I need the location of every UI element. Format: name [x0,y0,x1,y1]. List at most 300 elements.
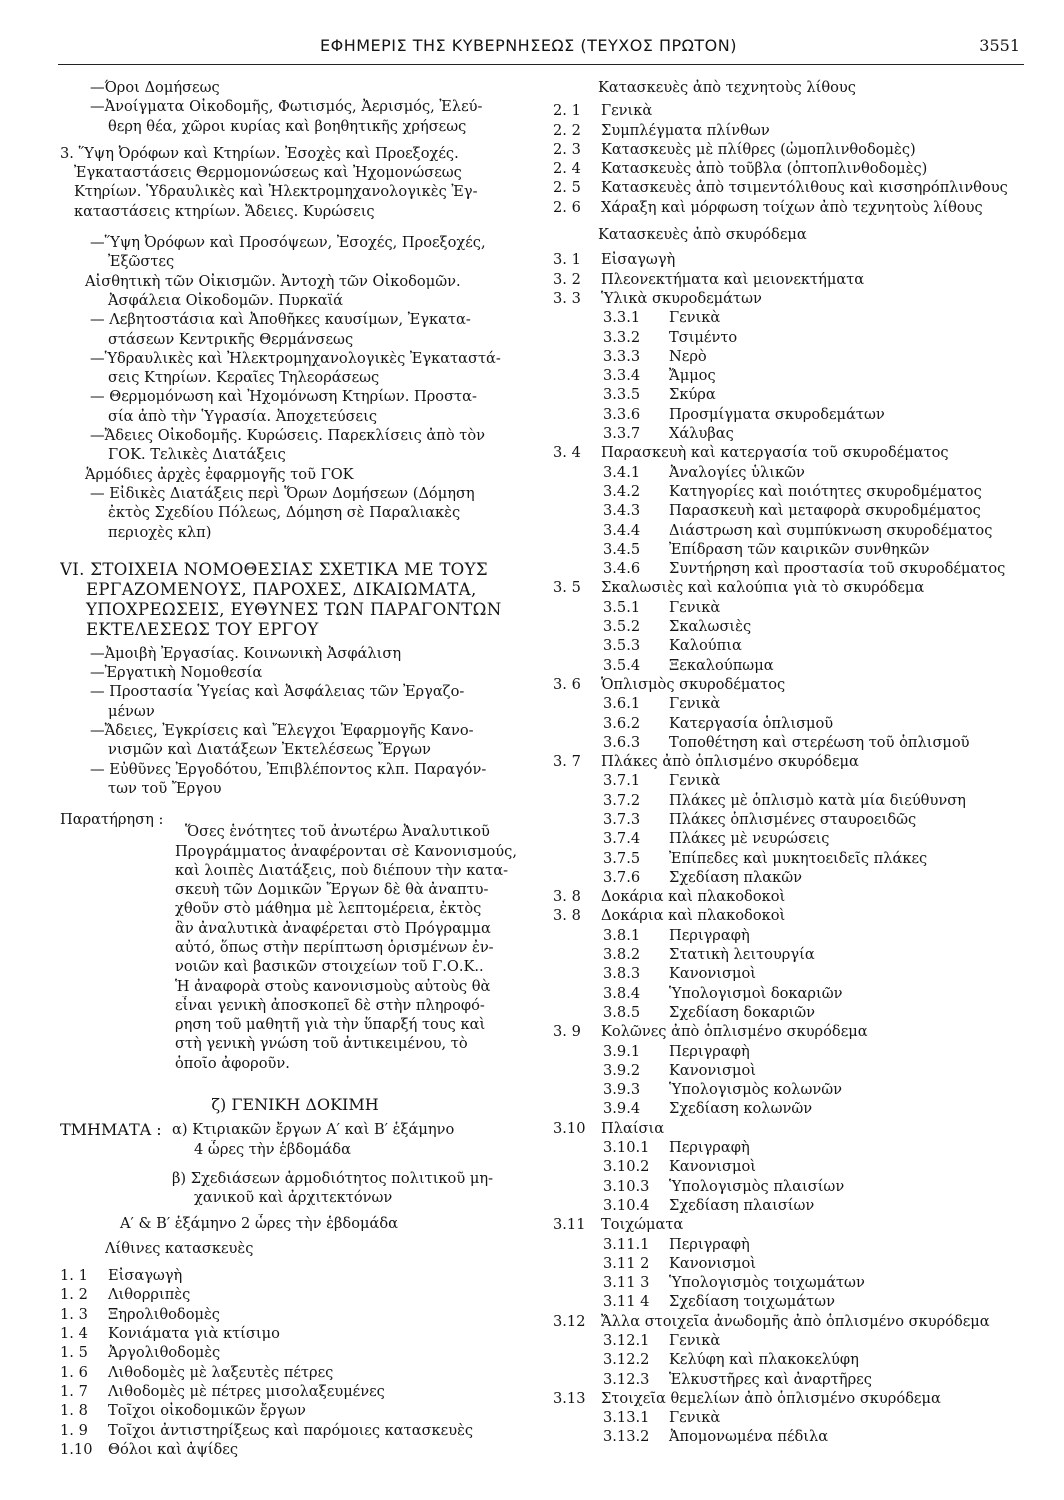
concrete-text: Τοιχώματα [601,1216,684,1234]
concrete-subtext: Περιγραφὴ [669,1235,750,1253]
artificial-stone-number: 2. 6 [553,198,581,216]
text-line: 3. Ὕψη Ὀρόφων καὶ Κτηρίων. Ἐσοχὲς καὶ Προεξοχές. [60,144,459,162]
left-column [60,78,530,1459]
stone-constructions-list [60,1266,530,1459]
text-line: σία ἀπὸ τὴν Ὑγρασία. Ἀποχετεύσεις [108,407,378,425]
concrete-text: Στοιχεῖα θεμελίων ἀπὸ ὁπλισμένο σκυρόδεμα [601,1389,941,1407]
concrete-subtext: Κελύφη καὶ πλακοκελύφη [669,1351,859,1369]
concrete-subnumber: 3.9.2 [603,1061,641,1079]
note-line: ρηση τοῦ μαθητῆ γιὰ τὴν ὕπαρξή τους καὶ [175,1016,486,1034]
concrete-subnumber: 3.7.4 [603,830,641,848]
stone-item [60,1285,530,1304]
concrete-item [553,887,1033,906]
concrete-subitem [553,501,1033,520]
concrete-subitem [553,1061,1033,1080]
text-line: καταστάσεις κτηρίων. Ἄδειες. Κυρώσεις [74,202,375,220]
concrete-subtext: Γενικὰ [669,1332,721,1349]
concrete-subnumber: 3.13.2 [603,1428,650,1446]
concrete-subnumber: 3.8.4 [603,984,641,1002]
concrete-text: Κολῶνες ἀπὸ ὁπλισμένο σκυρόδεμα [601,1023,868,1041]
concrete-subnumber: 3.8.2 [603,946,641,964]
concrete-subitem [553,1350,1033,1369]
artificial-stone-text: Συμπλέγματα πλίνθων [601,121,770,139]
concrete-subnumber: 3.4.1 [603,463,641,481]
concrete-subitem [553,868,1033,887]
concrete-number: 3. 7 [553,753,581,771]
stone-item [60,1266,530,1285]
concrete-subnumber: 3.11 2 [603,1254,650,1272]
stone-item [60,1343,530,1362]
concrete-subtext: Πλάκες ὁπλισμένες σταυροειδῶς [669,810,917,828]
concrete-subtext: Τσιμέντο [669,328,738,346]
concrete-subitem [553,714,1033,733]
concrete-subitem [553,405,1033,424]
concrete-text: Παρασκευὴ καὶ κατεργασία τοῦ σκυροδέματος [601,444,949,462]
concrete-subtext: Περιγραφὴ [669,1042,750,1060]
concrete-subitem [553,598,1033,617]
concrete-subitem [553,733,1033,752]
text-line: —Ἐργατικὴ Νομοθεσία [90,664,263,682]
concrete-subnumber: 3.5.4 [603,656,641,674]
concrete-subtext: Περιγραφὴ [669,1139,750,1157]
note-block [60,810,530,1073]
department-line: α) Κτιριακῶν ἔργων Α′ καὶ Β′ ἑξάμηνο [172,1121,455,1139]
stone-number: 1.10 [60,1440,93,1458]
concrete-subtext: Γενικὰ [669,309,721,327]
concrete-subnumber: 3.13.1 [603,1409,650,1427]
artificial-stone-item [553,198,1033,217]
concrete-item [553,906,1033,925]
concrete-subnumber: 3.10.3 [603,1177,650,1195]
concrete-number: 3.10 [553,1119,586,1137]
concrete-subnumber: 3.6.3 [603,733,641,751]
concrete-subtext: Κανονισμοὶ [669,1254,756,1272]
text-line: περιοχὲς κλπ) [108,523,212,541]
text-line: —Ἀνοίγματα Οἰκοδομῆς, Φωτισμός, Ἀερισμός, Ἐλεύ- [90,98,483,116]
concrete-subtext: Σκύρα [669,386,716,404]
concrete-number: 3. 4 [553,444,581,462]
concrete-subnumber: 3.8.1 [603,926,641,944]
concrete-subnumber: 3.11.1 [603,1235,650,1253]
note-line: σκευὴ τῶν Δομικῶν Ἔργων δὲ θὰ ἀναπτυ- [175,881,489,899]
concrete-subtext: Ὑπολογισμὸς τοιχωμάτων [669,1274,865,1292]
concrete-subnumber: 3.7.3 [603,810,641,828]
concrete-text: Ὑλικὰ σκυροδεμάτων [601,289,762,307]
concrete-subtext: Ἀπομονωμένα πέδιλα [669,1428,829,1446]
concrete-number: 3. 3 [553,289,581,307]
concrete-number: 3.12 [553,1312,586,1330]
concrete-subtext: Κατεργασία ὁπλισμοῦ [669,714,834,732]
concrete-subnumber: 3.3.4 [603,367,641,385]
note-text [60,810,530,1073]
concrete-subitem [553,656,1033,675]
concrete-item [553,1389,1033,1408]
concrete-text: Ὁπλισμὸς σκυροδέματος [601,675,786,693]
concrete-subtext: Κανονισμοὶ [669,965,756,983]
concrete-subnumber: 3.4.4 [603,521,641,539]
concrete-subitem [553,540,1033,559]
note-line: νοιῶν καὶ βασικῶν στοιχείων τοῦ Γ.Ο.Κ.. [175,958,484,976]
note-label: Παρατήρηση : [60,811,164,829]
concrete-text: Εἰσαγωγὴ [601,251,676,269]
concrete-subitem [553,1427,1033,1446]
concrete-number: 3. 5 [553,579,581,597]
concrete-subtext: Χάλυβας [669,425,734,443]
stone-item [60,1440,530,1459]
concrete-subtext: Κανονισμοὶ [669,1158,756,1176]
department-line: β) Σχεδιάσεων ἁρμοδιότητος πολιτικοῦ μη- [172,1169,493,1187]
concrete-number: 3. 8 [553,907,581,925]
right-column [553,78,1033,1447]
concrete-number: 3. 2 [553,270,581,288]
concrete-subtext: Ἀναλογίες ὑλικῶν [669,463,805,481]
concrete-subitem [553,1196,1033,1215]
concrete-subitem [553,964,1033,983]
concrete-subnumber: 3.5.2 [603,618,641,636]
concrete-subtext: Ἐπίδραση τῶν καιρικῶν συνθηκῶν [669,540,930,558]
text-line: —Ἄδειες, Ἐγκρίσεις καὶ Ἔλεγχοι Ἐφαρμογῆς Κανο- [90,722,474,740]
concrete-subnumber: 3.11 4 [603,1293,650,1311]
stone-text: Θόλοι καὶ ἀψίδες [108,1440,239,1458]
concrete-subitem [553,1177,1033,1196]
departments-block [60,1120,530,1207]
note-line: στὴ γενικὴ γνώση τοῦ ἀντικειμένου, τὸ [175,1035,468,1053]
concrete-subtext: Σχεδίαση πλακῶν [669,868,803,886]
stone-constructions-title: Λίθινες κατασκευὲς [105,1239,254,1257]
artificial-stone-item [553,121,1033,140]
text-line: — Θερμομόνωση καὶ Ἠχομόνωση Κτηρίων. Προστα- [90,388,477,406]
concrete-subnumber: 3.5.3 [603,637,641,655]
stone-text: Ἀργολιθοδομὲς [108,1344,221,1362]
concrete-subitem [553,1157,1033,1176]
artificial-stone-number: 2. 4 [553,160,581,178]
artificial-stone-text: Κατασκευὲς ἀπὸ τοῦβλα (ὀπτοπλινθοδομὲς) [601,160,928,178]
concrete-text: Πλαίσια [601,1119,665,1137]
text-line: των τοῦ Ἔργου [108,779,222,797]
concrete-subitem [553,791,1033,810]
artificial-stone-number: 2. 2 [553,121,581,139]
concrete-subtext: Διάστρωση καὶ συμπύκνωση σκυροδέματος [669,521,993,539]
stone-text: Κονιάματα γιὰ κτίσιμο [108,1325,280,1343]
concrete-subtext: Πλάκες μὲ νευρώσεις [669,830,830,848]
stone-number: 1. 9 [60,1421,88,1439]
artificial-stone-item [553,140,1033,159]
note-line: εἶναι γενικὴ ἀποσκοπεῖ δὲ στὴν πληροφό- [175,996,485,1014]
concrete-subtext: Κατηγορίες καὶ ποιότητες σκυροδμέματος [669,482,982,500]
artificial-stone-text: Κατασκευὲς μὲ πλίθρες (ὠμοπλινθοδομὲς) [601,140,916,158]
concrete-subitem [553,1370,1033,1389]
concrete-subnumber: 3.6.2 [603,714,641,732]
stone-number: 1. 8 [60,1402,88,1420]
concrete-subitem [553,366,1033,385]
concrete-subtext: Σχεδίαση δοκαριῶν [669,1003,816,1021]
concrete-subnumber: 3.3.5 [603,386,641,404]
stone-text: Λιθορριπὲς [108,1286,191,1304]
concrete-subitem [553,385,1033,404]
concrete-subnumber: 3.3.7 [603,425,641,443]
section-vi-heading [60,560,530,640]
note-line: Προγράμματος ἀναφέρονται σὲ Κανονισμούς, [175,842,517,860]
concrete-subitem [553,463,1033,482]
artificial-stone-text: Γενικὰ [601,102,653,120]
text-line: — Εὐθῦνες Ἐργοδότου, Ἐπιβλέποντος κλπ. Παραγόν- [90,760,487,778]
concrete-subitem [553,829,1033,848]
concrete-subnumber: 3.7.1 [603,772,641,790]
stone-number: 1. 7 [60,1382,88,1400]
concrete-item [553,752,1033,771]
concrete-subitem [553,617,1033,636]
concrete-subitem [553,1042,1033,1061]
stone-text: Λιθοδομὲς μὲ λαξευτὲς πέτρες [108,1363,334,1381]
artificial-stone-number: 2. 1 [553,102,581,120]
concrete-item [553,443,1033,462]
note-line: χθοῦν στὸ μάθημα μὲ λεπτομέρεια, ἐκτὸς [175,900,482,918]
concrete-list [553,250,1033,1446]
stone-item [60,1421,530,1440]
concrete-subnumber: 3.7.6 [603,868,641,886]
concrete-item [553,1022,1033,1041]
gazette-title: ΕΦΗΜΕΡΙΣ ΤΗΣ ΚΥΒΕΡΝΗΣΕΩΣ (ΤΕΥΧΟΣ ΠΡΩΤΟΝ) [320,36,737,55]
concrete-subtext: Ὑπολογισμὸς κολωνῶν [669,1081,843,1099]
heading-line: ΕΡΓΑΖΟΜΕΝΟΥΣ, ΠΑΡΟΧΕΣ, ΔΙΚΑΙΩΜΑΤΑ, [86,579,477,599]
concrete-subitem [553,636,1033,655]
concrete-subnumber: 3.6.1 [603,695,641,713]
text-line: — Προστασία Ὑγείας καὶ Ἀσφάλειας τῶν Ἐργαζο- [90,683,465,701]
artificial-stone-item [553,101,1033,120]
concrete-item [553,1215,1033,1234]
text-line: — Εἰδικὲς Διατάξεις περὶ Ὅρων Δομήσεων (Δόμηση [90,484,475,502]
artificial-stone-text: Κατασκευὲς ἀπὸ τσιμεντόλιθους καὶ κισσηρόπλινθους [601,179,1008,197]
concrete-subnumber: 3.9.4 [603,1100,641,1118]
concrete-item [553,675,1033,694]
concrete-subtext: Σκαλωσιὲς [669,618,752,636]
text-line: Ἐγκαταστάσεις Θερμομονώσεως καὶ Ἠχομονώσεως [74,164,462,182]
concrete-subnumber: 3.4.2 [603,482,641,500]
concrete-subitem [553,1292,1033,1311]
section-z-heading: ζ) ΓΕΝΙΚΗ ΔΟΚΙΜΗ [211,1095,379,1115]
concrete-item [553,578,1033,597]
concrete-subnumber: 3.10.1 [603,1139,650,1157]
text-line: —Ὕψη Ὀρόφων καὶ Προσόψεων, Ἐσοχές, Προεξοχές, [90,234,486,252]
concrete-subtext: Τοποθέτηση καὶ στερέωση τοῦ ὁπλισμοῦ [669,733,970,751]
concrete-item [553,270,1033,289]
concrete-subitem [553,1080,1033,1099]
concrete-subtext: Κανονισμοὶ [669,1061,756,1079]
text-line: Ἀσφάλεια Οἰκοδομῶν. Πυρκαϊά [108,291,344,309]
concrete-number: 3. 9 [553,1023,581,1041]
concrete-subitem [553,926,1033,945]
concrete-subtext: Προσμίγματα σκυροδεμάτων [669,405,885,423]
concrete-subtext: Νερὸ [669,347,707,365]
text-line: Ἐξῶστες [108,253,175,271]
concrete-subitem [553,945,1033,964]
concrete-text: Δοκάρια καὶ πλακοδοκοὶ [601,907,786,925]
concrete-subnumber: 3.3.6 [603,405,641,423]
concrete-subtext: Καλούπια [669,637,742,655]
text-line: ἐκτὸς Σχεδίου Πόλεως, Δόμηση σὲ Παραλιακὲς [108,504,461,522]
concrete-text: Δοκάρια καὶ πλακοδοκοὶ [601,888,786,906]
text-line: — Λεβητοστάσια καὶ Ἀποθῆκες καυσίμων, Ἐγκατα- [90,311,471,329]
concrete-subitem [553,347,1033,366]
stone-text: Τοῖχοι οἰκοδομικῶν ἔργων [108,1402,306,1420]
concrete-number: 3.11 [553,1216,586,1234]
stone-number: 1. 1 [60,1267,88,1285]
departments-label: ΤΜΗΜΑΤΑ : [60,1120,162,1140]
concrete-subitem [553,694,1033,713]
concrete-subnumber: 3.3.3 [603,347,641,365]
note-line: ἂν ἀναλυτικὰ ἀναφέρεται στὸ Πρόγραμμα [175,919,491,937]
concrete-subitem [553,1099,1033,1118]
concrete-subnumber: 3.4.6 [603,560,641,578]
concrete-subtext: Στατικὴ λειτουργία [669,946,815,964]
concrete-subnumber: 3.7.5 [603,849,641,867]
department-line: 4 ὧρες τὴν ἑβδομάδα [194,1140,351,1158]
concrete-subnumber: 3.3.2 [603,328,641,346]
text-line: —Ἀμοιβὴ Ἐργασίας. Κοινωνικὴ Ἀσφάλιση [90,644,402,662]
text-line: σεις Κτηρίων. Κεραῖες Τηλεοράσεως [108,369,380,387]
concrete-item [553,289,1033,308]
note-line: ὁποῖο ἀφοροῦν. [175,1054,290,1072]
building-heights-block [60,233,530,542]
concrete-subtext: Ἄμμος [669,367,716,385]
text-line: μένων [108,702,155,720]
concrete-subitem [553,521,1033,540]
concrete-subnumber: 3.4.3 [603,502,641,520]
stone-text: Ξηρολιθοδομὲς [108,1305,220,1323]
labor-law-block [60,644,530,798]
stone-number: 1. 5 [60,1344,88,1362]
heading-line: ΕΚΤΕΛΕΣΕΩΣ ΤΟΥ ΕΡΓΟΥ [86,619,319,639]
concrete-number: 3. 1 [553,251,581,269]
concrete-subnumber: 3.8.5 [603,1003,641,1021]
text-line: —Ὑδραυλικὲς καὶ Ἠλεκτρομηχανολογικὲς Ἐγκαταστά- [90,349,501,367]
note-line: αὐτό, ὅπως στὴν περίπτωση ὁρισμένων ἐν- [175,938,494,956]
stone-item [60,1324,530,1343]
concrete-subnumber: 3.5.1 [603,598,641,616]
concrete-subtext: Ὑπολογισμὸς πλαισίων [669,1177,845,1195]
concrete-subitem [553,559,1033,578]
concrete-subtext: Σχεδίαση τοιχωμάτων [669,1293,835,1311]
concrete-subitem [553,1138,1033,1157]
note-line: Ἡ ἀναφορὰ στοὺς κανονισμοὺς αὐτοὺς θὰ [175,977,491,995]
artificial-stone-item [553,178,1033,197]
concrete-title: Κατασκευὲς ἀπὸ σκυρόδεμα [598,226,807,244]
heading-line: ΥΠΟΧΡΕΩΣΕΙΣ, ΕΥΘΥΝΕΣ ΤΩΝ ΠΑΡΑΓΟΝΤΩΝ [86,599,502,619]
concrete-subitem [553,1331,1033,1350]
concrete-number: 3. 8 [553,888,581,906]
concrete-subtext: Παρασκευὴ καὶ μεταφορὰ σκυροδμέματος [669,502,981,520]
artificial-stone-number: 2. 5 [553,179,581,197]
concrete-number: 3.13 [553,1389,586,1407]
concrete-subitem [553,1408,1033,1427]
concrete-subtext: Πλάκες μὲ ὁπλισμὸ κατὰ μία διεύθυνση [669,791,966,809]
building-terms-block [60,78,530,221]
concrete-subitem [553,1254,1033,1273]
stone-text: Τοῖχοι ἀντιστηρίξεως καὶ παρόμοιες κατασκευὲς [108,1421,474,1439]
note-line: Ὅσες ἑνότητες τοῦ ἀνωτέρω Ἀναλυτικοῦ [185,823,490,841]
concrete-subitem [553,424,1033,443]
stone-item [60,1305,530,1324]
concrete-subtext: Γενικὰ [669,772,721,790]
concrete-text: Πλάκες ἀπὸ ὁπλισμένο σκυρόδεμα [601,753,859,771]
concrete-item [553,1119,1033,1138]
text-line: ΓΟΚ. Τελικὲς Διατάξεις [108,446,286,464]
department-line: χανικοῦ καὶ ἀρχιτεκτόνων [194,1189,393,1207]
concrete-text: Πλεονεκτήματα καὶ μειονεκτήματα [601,270,865,288]
header-rule [58,64,1024,65]
text-line: Κτηρίων. Ὑδραυλικὲς καὶ Ἠλεκτρομηχανολογικὲς Ἐγ- [74,183,478,201]
concrete-subnumber: 3.3.1 [603,309,641,327]
stone-number: 1. 6 [60,1363,88,1381]
concrete-subtext: Σχεδίαση κολωνῶν [669,1100,813,1118]
text-line: νισμῶν καὶ Διατάξεων Ἐκτελέσεως Ἔργων [108,741,431,759]
concrete-subtext: Γενικὰ [669,695,721,713]
semester-line: Α′ & Β′ ἑξάμηνο 2 ὧρες τὴν ἑβδομάδα [120,1214,398,1232]
concrete-subtext: Ὑπολογισμοὶ δοκαριῶν [669,984,843,1002]
concrete-subnumber: 3.9.1 [603,1042,641,1060]
concrete-item [553,1312,1033,1331]
concrete-subitem [553,984,1033,1003]
concrete-subtext: Σχεδίαση πλαισίων [669,1196,815,1214]
concrete-subtext: Ἑλκυστῆρες καὶ ἀναρτῆρες [669,1370,872,1388]
artificial-stone-number: 2. 3 [553,140,581,158]
stone-number: 1. 4 [60,1325,88,1343]
concrete-subnumber: 3.4.5 [603,540,641,558]
artificial-stone-title: Κατασκευὲς ἀπὸ τεχνητοὺς λίθους [598,79,856,96]
concrete-subnumber: 3.12.1 [603,1332,650,1349]
stone-item [60,1401,530,1420]
stone-number: 1. 3 [60,1305,88,1323]
text-line: στάσεων Κεντρικῆς Θερμάνσεως [108,330,354,348]
concrete-subtext: Περιγραφὴ [669,926,750,944]
concrete-subnumber: 3.12.2 [603,1351,650,1369]
concrete-subtext: Γενικὰ [669,1409,721,1427]
concrete-subnumber: 3.9.3 [603,1081,641,1099]
concrete-subtext: Γενικὰ [669,598,721,616]
concrete-subnumber: 3.7.2 [603,791,641,809]
text-line: Ἁρμόδιες ἀρχὲς ἐφαρμογῆς τοῦ ΓΟΚ [85,465,354,483]
concrete-subitem [553,849,1033,868]
text-line: θερη θέα, χῶροι κυρίας καὶ βοηθητικῆς χρήσεως [108,117,467,135]
stone-item [60,1363,530,1382]
artificial-stone-item [553,159,1033,178]
concrete-subtext: Ἐπίπεδες καὶ μυκητοειδεῖς πλάκες [669,849,928,867]
concrete-subitem [553,1273,1033,1292]
heading-line: VI. ΣΤΟΙΧΕΙΑ ΝΟΜΟΘΕΣΙΑΣ ΣΧΕΤΙΚΑ ΜΕ ΤΟΥΣ [60,559,488,579]
text-line: Αἰσθητικὴ τῶν Οἰκισμῶν. Ἀντοχὴ τῶν Οἰκοδομῶν. [85,272,461,290]
artificial-stone-list [553,101,1033,217]
stone-number: 1. 2 [60,1286,88,1304]
concrete-subnumber: 3.10.2 [603,1158,650,1176]
concrete-subitem [553,1003,1033,1022]
text-line: —Ἄδειες Οἰκοδομῆς. Κυρώσεις. Παρεκλίσεις ἀπὸ τὸν [90,427,486,445]
concrete-text: Σκαλωσιὲς καὶ καλούπια γιὰ τὸ σκυρόδεμα [601,579,925,597]
page-number: 3551 [979,36,1020,55]
concrete-subnumber: 3.11 3 [603,1274,650,1292]
concrete-subitem [553,482,1033,501]
concrete-subtext: Συντήρηση καὶ προστασία τοῦ σκυροδέματος [669,560,1006,578]
concrete-text: Ἄλλα στοιχεῖα ἀνωδομῆς ἀπὸ ὁπλισμένο σκυρόδεμα [601,1312,990,1330]
concrete-item [553,250,1033,269]
stone-item [60,1382,530,1401]
concrete-subnumber: 3.8.3 [603,965,641,983]
concrete-number: 3. 6 [553,675,581,693]
artificial-stone-text: Χάραξη καὶ μόρφωση τοίχων ἀπὸ τεχνητοὺς λίθους [601,198,983,216]
concrete-subitem [553,771,1033,790]
concrete-subnumber: 3.12.3 [603,1370,650,1388]
note-line: καὶ λοιπὲς Διατάξεις, ποὺ διέπουν τὴν κατα- [175,861,509,879]
concrete-subnumber: 3.10.4 [603,1196,650,1214]
